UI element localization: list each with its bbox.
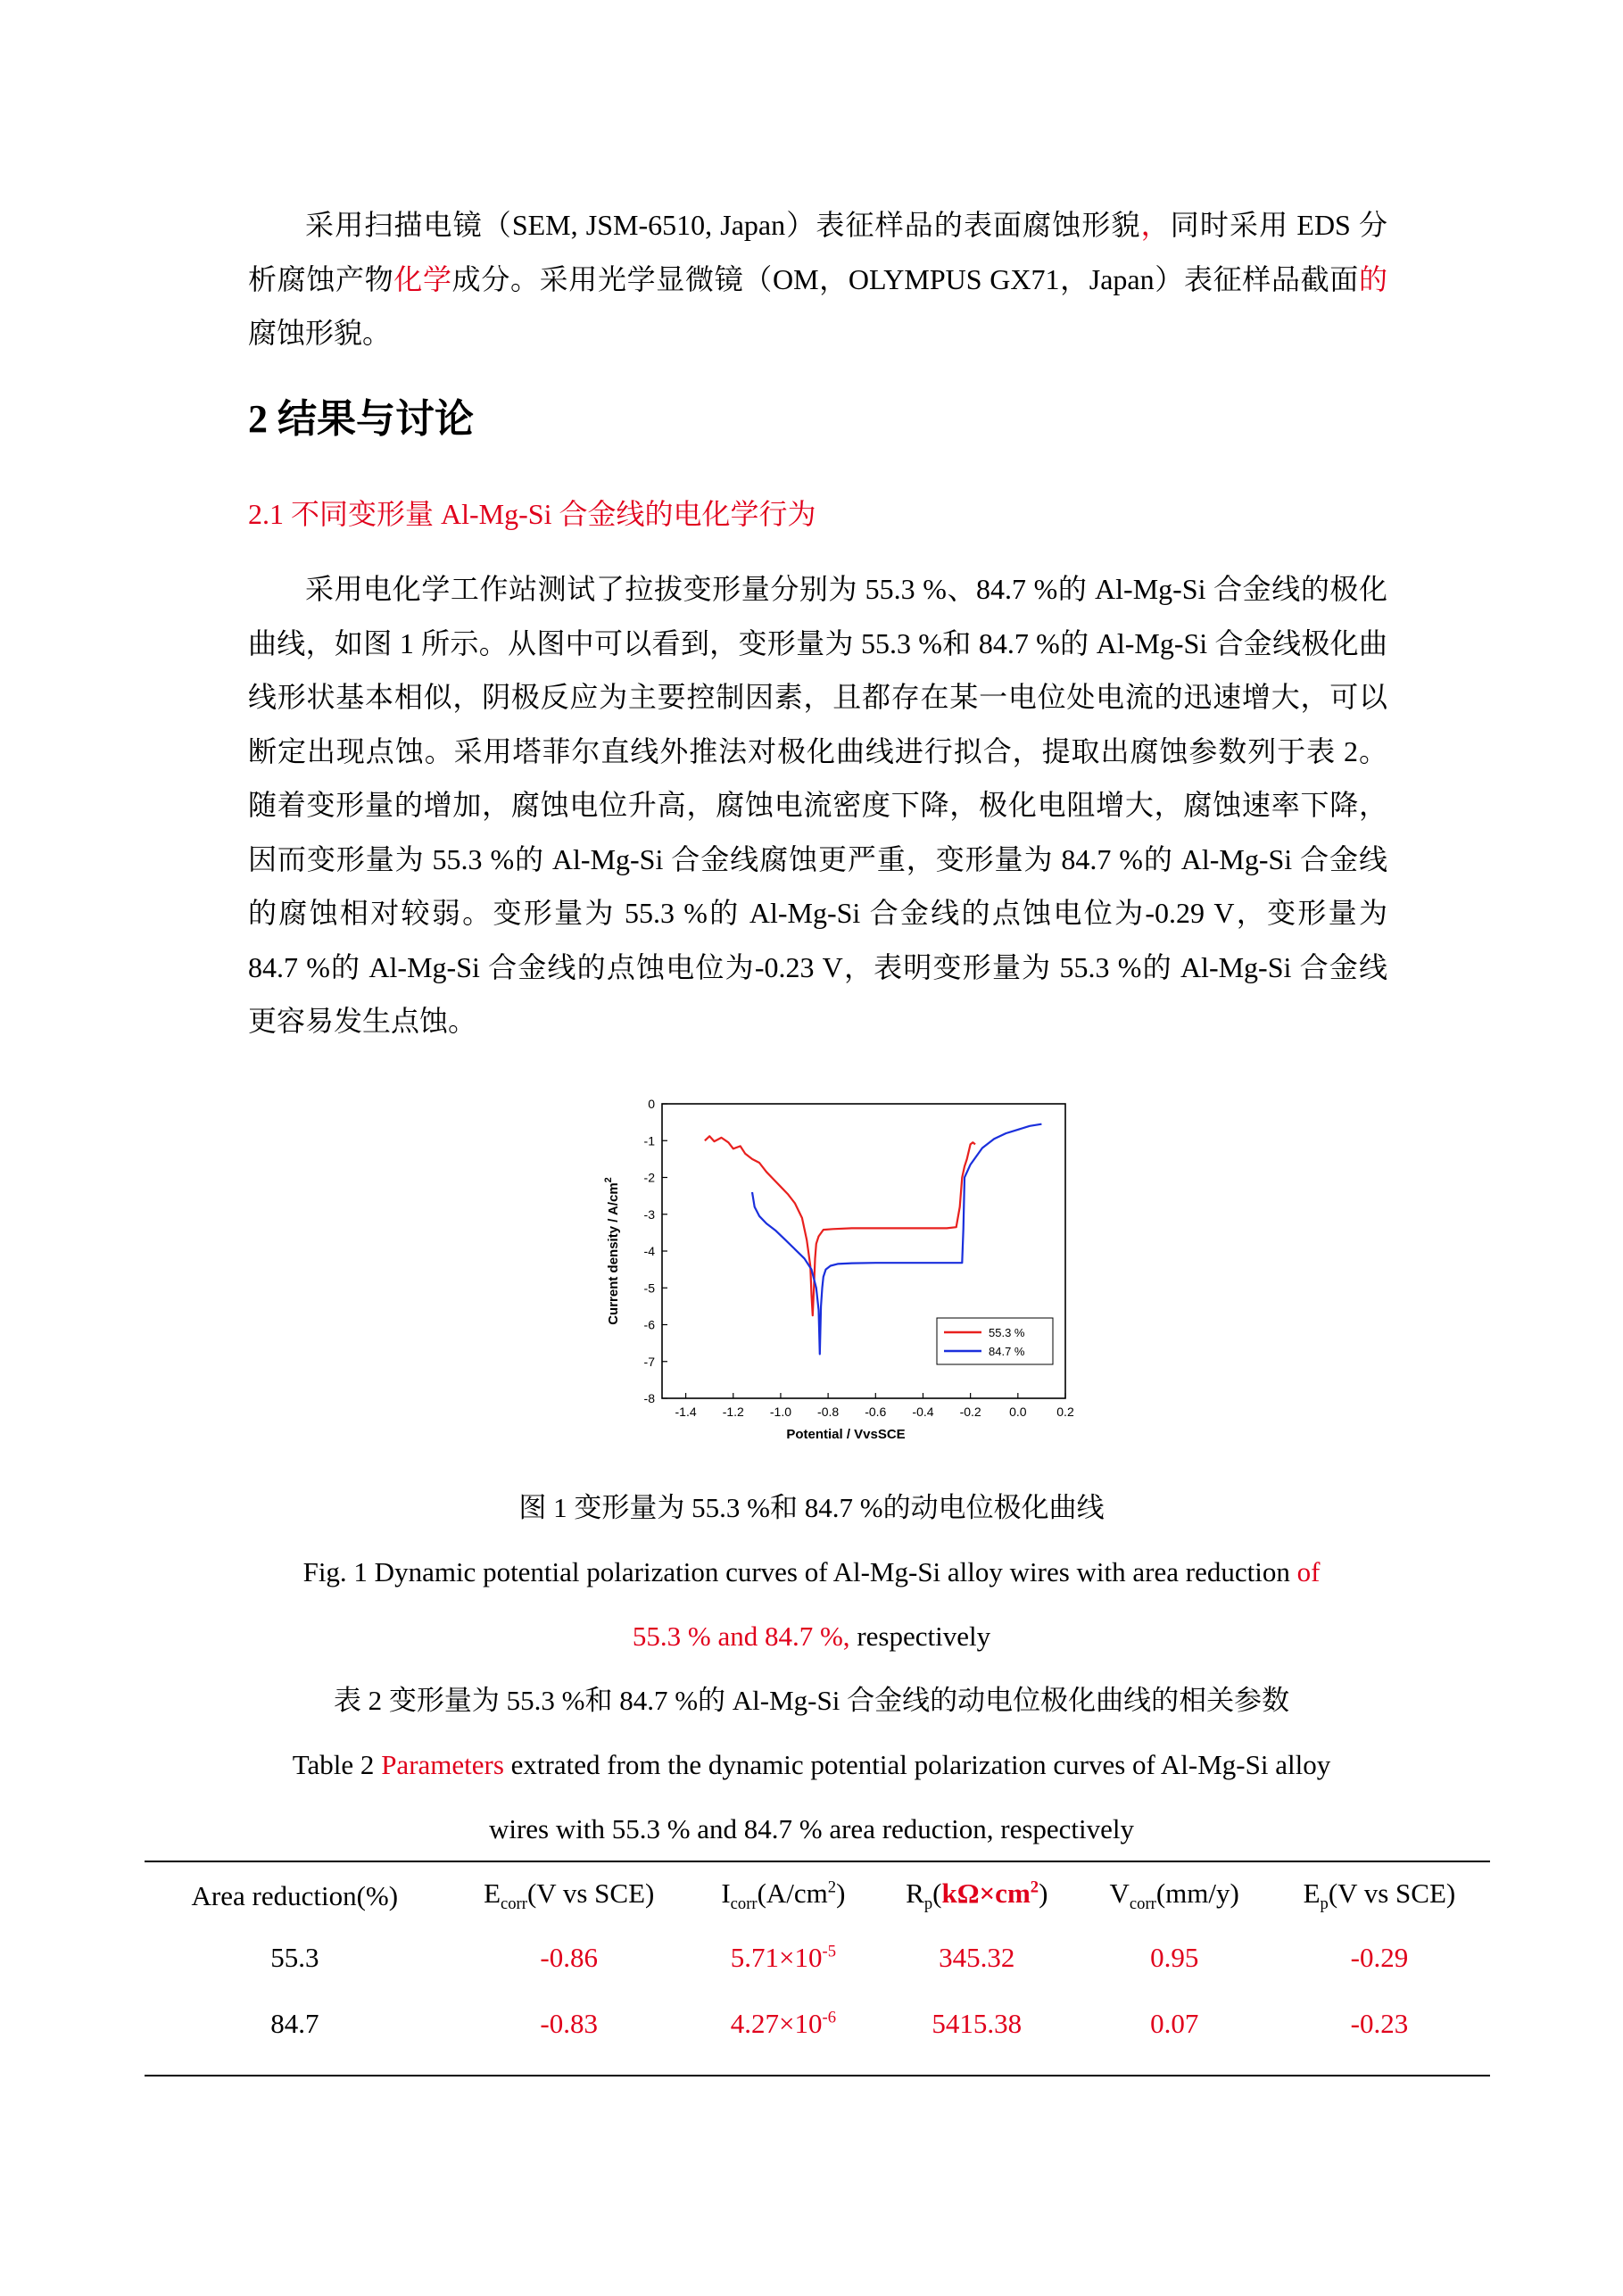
paragraph-methods (248, 198, 1387, 361)
cell-area: 55.3 (270, 1942, 319, 1973)
y-tick-label: -3 (643, 1206, 655, 1222)
header-ecorr: $E_{corr}(V$ vs SCE) (484, 1877, 655, 1914)
paragraph-line: 更容易发生点蚀。 (248, 1005, 477, 1037)
text-span: Fig. 1 Dynamic potential polarization curves of Al-Mg-Si alloy wires with area reduction (302, 1556, 1297, 1587)
section-heading: 2 结果与讨论 (248, 397, 474, 441)
x-tick-label: -1.2 (722, 1405, 744, 1419)
legend-label: 55.3 % (989, 1326, 1025, 1339)
paragraph-line (248, 253, 1387, 307)
y-tick-label: -4 (643, 1244, 655, 1258)
y-tick-label: -6 (643, 1317, 655, 1332)
paragraph-line: 线形状基本相似，阴极反应为主要控制因素，且都存在某一电位处电流的迅速增大，可以 (248, 681, 1387, 713)
text-span: 析腐蚀产物 (248, 262, 394, 295)
x-tick-label: -0.8 (817, 1405, 840, 1419)
table-header-row (145, 1868, 1490, 1925)
paragraph-line: 曲线，如图 1 所示。从图中可以看到，变形量为 55.3 %和 84.7 %的 Al-Mg-Si 合金线极化曲 (248, 626, 1387, 659)
header-vcorr: $V_{corr}(mm/y)$ (1109, 1877, 1239, 1914)
paragraph-line: 断定出现点蚀。采用塔菲尔直线外推法对极化曲线进行拟合，提取出腐蚀参数列于表 2。 (248, 734, 1387, 767)
x-tick-label: -1.0 (769, 1405, 792, 1419)
cell-icorr: $4.27\times 10^{-6}$ (730, 2008, 836, 2039)
x-tick-label: -0.2 (959, 1405, 981, 1419)
y-axis-label-main: Current density / A/cm (606, 1182, 621, 1325)
series-line (705, 1136, 975, 1315)
highlight-span: 55.3 % and 84.7 %, (632, 1620, 850, 1652)
x-tick-label: -0.4 (912, 1405, 934, 1419)
paragraph-line (248, 198, 1387, 253)
x-tick-label: -1.4 (675, 1405, 697, 1419)
header-rp: $R_p(k\Omega\times cm^2)$ (906, 1877, 1048, 1914)
text-span: extrated from the dynamic potential polarization curves of Al-Mg-Si alloy (503, 1749, 1331, 1780)
text-span: 腐蚀形貌。 (248, 317, 392, 349)
table-caption-cn: 表 2 变形量为 55.3 %和 84.7 %的 Al-Mg-Si 合金线的动电位极化曲线的相关参数 (333, 1685, 1290, 1716)
table-caption-en (0, 1744, 1623, 1786)
paragraph-line: 采用电化学工作站测试了拉拔变形量分别为 55.3 %、84.7 %的 Al-Mg-Si 合金线的极化 (305, 573, 1387, 605)
cell-ep: -0.23 (1350, 2008, 1409, 2039)
cell-rp: 5415.38 (932, 2008, 1023, 2039)
header-area-reduction: Area reduction(%) (191, 1880, 399, 1911)
table-bottom-rule (145, 2075, 1490, 2076)
highlight-span: Parameters (381, 1749, 504, 1780)
cell-ecorr: -0.83 (540, 2008, 598, 2039)
paragraph-line: 84.7 %的 Al-Mg-Si 合金线的点蚀电位为-0.23 V，表明变形量为 55.3 %的 Al-Mg-Si 合金线 (248, 950, 1387, 983)
figure-caption-en-cont (0, 1615, 1623, 1658)
cell-area: 84.7 (270, 2008, 319, 2039)
paragraph-results (248, 562, 1387, 1049)
y-axis-label-sup: 2 (603, 1177, 614, 1183)
text-span: 成分。采用光学显微镜（OM，OLYMPUS GX71，Japan）表征样品截面 (451, 262, 1359, 295)
highlight-span: 的 (1358, 262, 1387, 295)
paragraph-line (248, 306, 1387, 361)
x-tick-label: -0.6 (865, 1405, 887, 1419)
subsection-heading: 2.1 不同变形量 Al-Mg-Si 合金线的电化学行为 (248, 498, 816, 530)
y-tick-label: -2 (643, 1170, 655, 1185)
text-span: 同时采用 EDS 分 (1170, 209, 1387, 241)
figure-caption-en (0, 1551, 1623, 1594)
x-tick-label: 0.2 (1056, 1405, 1074, 1419)
text-span: 采用扫描电镜（SEM, JSM-6510, Japan）表征样品的表面腐蚀形貌 (305, 209, 1141, 241)
y-tick-label: -8 (643, 1391, 655, 1405)
figure-caption-cn: 图 1 变形量为 55.3 %和 84.7 %的动电位极化曲线 (518, 1492, 1105, 1523)
text-span: Table 2 (292, 1749, 382, 1780)
cell-vcorr: 0.07 (1150, 2008, 1199, 2039)
table-row (145, 1925, 1490, 1991)
x-axis-label: Potential / VvsSCE (786, 1427, 906, 1442)
cell-vcorr: 0.95 (1150, 1942, 1199, 1973)
header-icorr: $I_{corr}(A/cm^2)$ (721, 1877, 846, 1914)
legend-label: 84.7 % (989, 1345, 1025, 1358)
y-tick-label: 0 (648, 1097, 655, 1111)
polarization-chart (598, 1084, 1097, 1459)
y-tick-label: -1 (643, 1133, 655, 1148)
x-tick-label: 0.0 (1009, 1405, 1027, 1419)
text-span: respectively (849, 1620, 991, 1652)
paragraph-line: 因而变形量为 55.3 %的 Al-Mg-Si 合金线腐蚀更严重，变形量为 84.7 %的 Al-Mg-Si 合金线 (248, 842, 1387, 875)
highlight-span: 化学 (393, 262, 452, 295)
cell-ecorr: -0.86 (540, 1942, 598, 1973)
table-row (145, 1991, 1490, 2057)
y-axis-label (603, 1177, 621, 1325)
table-caption-en-cont: wires with 55.3 % and 84.7 % area reduction, respectively (488, 1813, 1135, 1844)
cell-rp: 345.32 (939, 1942, 1015, 1973)
header-ep: $E_p(V$ vs SCE) (1303, 1877, 1456, 1914)
paragraph-line: 随着变形量的增加，腐蚀电位升高，腐蚀电流密度下降，极化电阻增大，腐蚀速率下降， (248, 789, 1387, 821)
highlight-span: of (1296, 1556, 1321, 1587)
y-tick-label: -7 (643, 1354, 655, 1369)
paragraph-line: 的腐蚀相对较弱。变形量为 55.3 %的 Al-Mg-Si 合金线的点蚀电位为-0.29 V，变形量为 (248, 897, 1387, 929)
cell-icorr: $5.71\times 10^{-5}$ (730, 1942, 836, 1973)
parameters-table (145, 1868, 1490, 2057)
table-top-rule (145, 1861, 1490, 1862)
highlight-span: ， (1140, 209, 1171, 241)
y-tick-label: -5 (643, 1281, 655, 1296)
cell-ep: -0.29 (1350, 1942, 1409, 1973)
